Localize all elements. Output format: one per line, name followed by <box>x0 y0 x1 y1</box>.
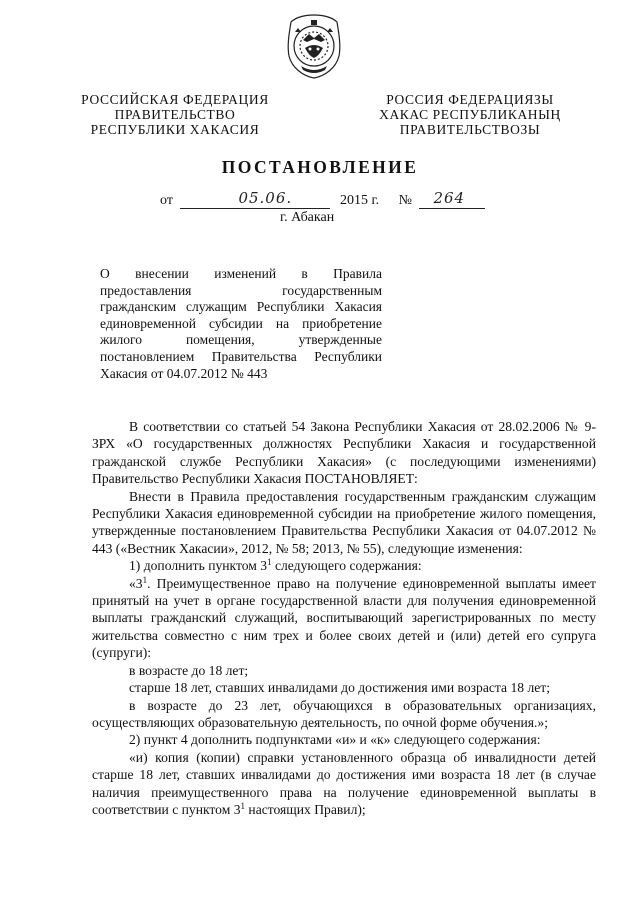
subject-line: жилого помещения, утвержденные <box>100 332 382 348</box>
coat-of-arms-emblem-icon <box>281 12 347 80</box>
paragraph-age-23: в возрасте до 23 лет, обучающихся в образовательных организациях, осуществляющих образовательную деятельность, по очной форме обучения.»; <box>92 697 596 730</box>
paragraph-amend-intro: Внести в Правила предоставления государственным гражданским служащим Республики Хакасия единовременной субсидии на приобретение жилого помещения, утвержденные постановлением Правительства Республики Хакасия от 04.07.2012 № 443 («Вестник Хакасии», 2012, № 58; 2013, № 55), следующие изменения: <box>92 488 596 556</box>
paragraph-preamble: В соответствии со статьей 54 Закона Республики Хакасия от 28.02.2006 № 9-ЗРХ «О государственных должностях Республики Хакасия и государственной гражданской службе Республики Хакасия» (с последующими изменениями) Правительство Республики Хакасия ПОСТАНОВЛЯЕТ: <box>92 419 596 487</box>
paragraph-disabled: старше 18 лет, ставших инвалидами до достижения ими возраста 18 лет; <box>129 680 550 696</box>
header-left-block <box>80 92 270 137</box>
paragraph-clause-3-1: «$3^1$. Преимущественное право на получение единовременной выплаты имеет принятый на учет в органе государственной власти для получения единовременной выплаты гражданский служащий, воспитывающий зарегистрированных по месту жительства совместно с ним трех и более своих детей и (или) детей его супруга (супруги): <box>92 574 596 661</box>
header-left-line-3: РЕСПУБЛИКИ ХАКАСИЯ <box>90 122 260 137</box>
date-number-line <box>160 189 485 209</box>
document-body <box>92 418 596 818</box>
date-blank <box>180 189 330 209</box>
number-sign: № <box>398 193 412 208</box>
subject-line: О внесении изменений в Правила <box>100 266 382 281</box>
header-right-line-3: ПРАВИТЕЛЬСТВОЗЫ <box>399 122 541 137</box>
city-label: г. Абакан <box>280 210 335 225</box>
header-left-line-2: ПРАВИТЕЛЬСТВО <box>114 107 236 122</box>
paragraph-age-18: в возрасте до 18 лет; <box>129 662 249 678</box>
paragraph-subitem-i: «и) копия (копии) справки установленного образца об инвалидности детей старше 18 лет, ставших инвалидами до достижения ими возраста 18 лет (в случае наличия преимущественного права на получение единовременной выплаты в соответствии с пунктом $3^1$ настоящих Правил); <box>92 749 596 817</box>
paragraph-item-1: 1) дополнить пунктом $3^1$ следующего содержания: <box>129 557 422 574</box>
handwritten-date: 05.06. <box>238 189 293 207</box>
header-left-line-1: РОССИЙСКАЯ ФЕДЕРАЦИЯ <box>81 92 269 107</box>
subject-line: постановлением Правительства Республики <box>100 348 382 364</box>
header-right-block <box>370 92 570 137</box>
handwritten-number: 264 <box>433 189 466 207</box>
subject-line: единовременной субсидии на приобретение <box>100 315 382 331</box>
header-right-line-1: РОССИЯ ФЕДЕРАЦИЯЗЫ <box>386 92 554 107</box>
subject-line: Хакасия от 04.07.2012 № 443 <box>100 365 268 381</box>
header-right-line-2: ХАКАС РЕСПУБЛИКАНЫҢ <box>379 107 561 122</box>
year-label: 2015 г. <box>339 193 380 208</box>
document-title: ПОСТАНОВЛЕНИЕ <box>221 157 419 177</box>
paragraph-item-2: 2) пункт 4 дополнить подпунктами «и» и «к» следующего содержания: <box>129 732 541 748</box>
from-label: от <box>160 193 173 208</box>
subject-block <box>100 266 382 382</box>
subject-line: предоставления государственным <box>100 282 382 298</box>
subject-line: гражданским служащим Республики Хакасия <box>100 299 382 315</box>
number-blank <box>419 189 485 209</box>
